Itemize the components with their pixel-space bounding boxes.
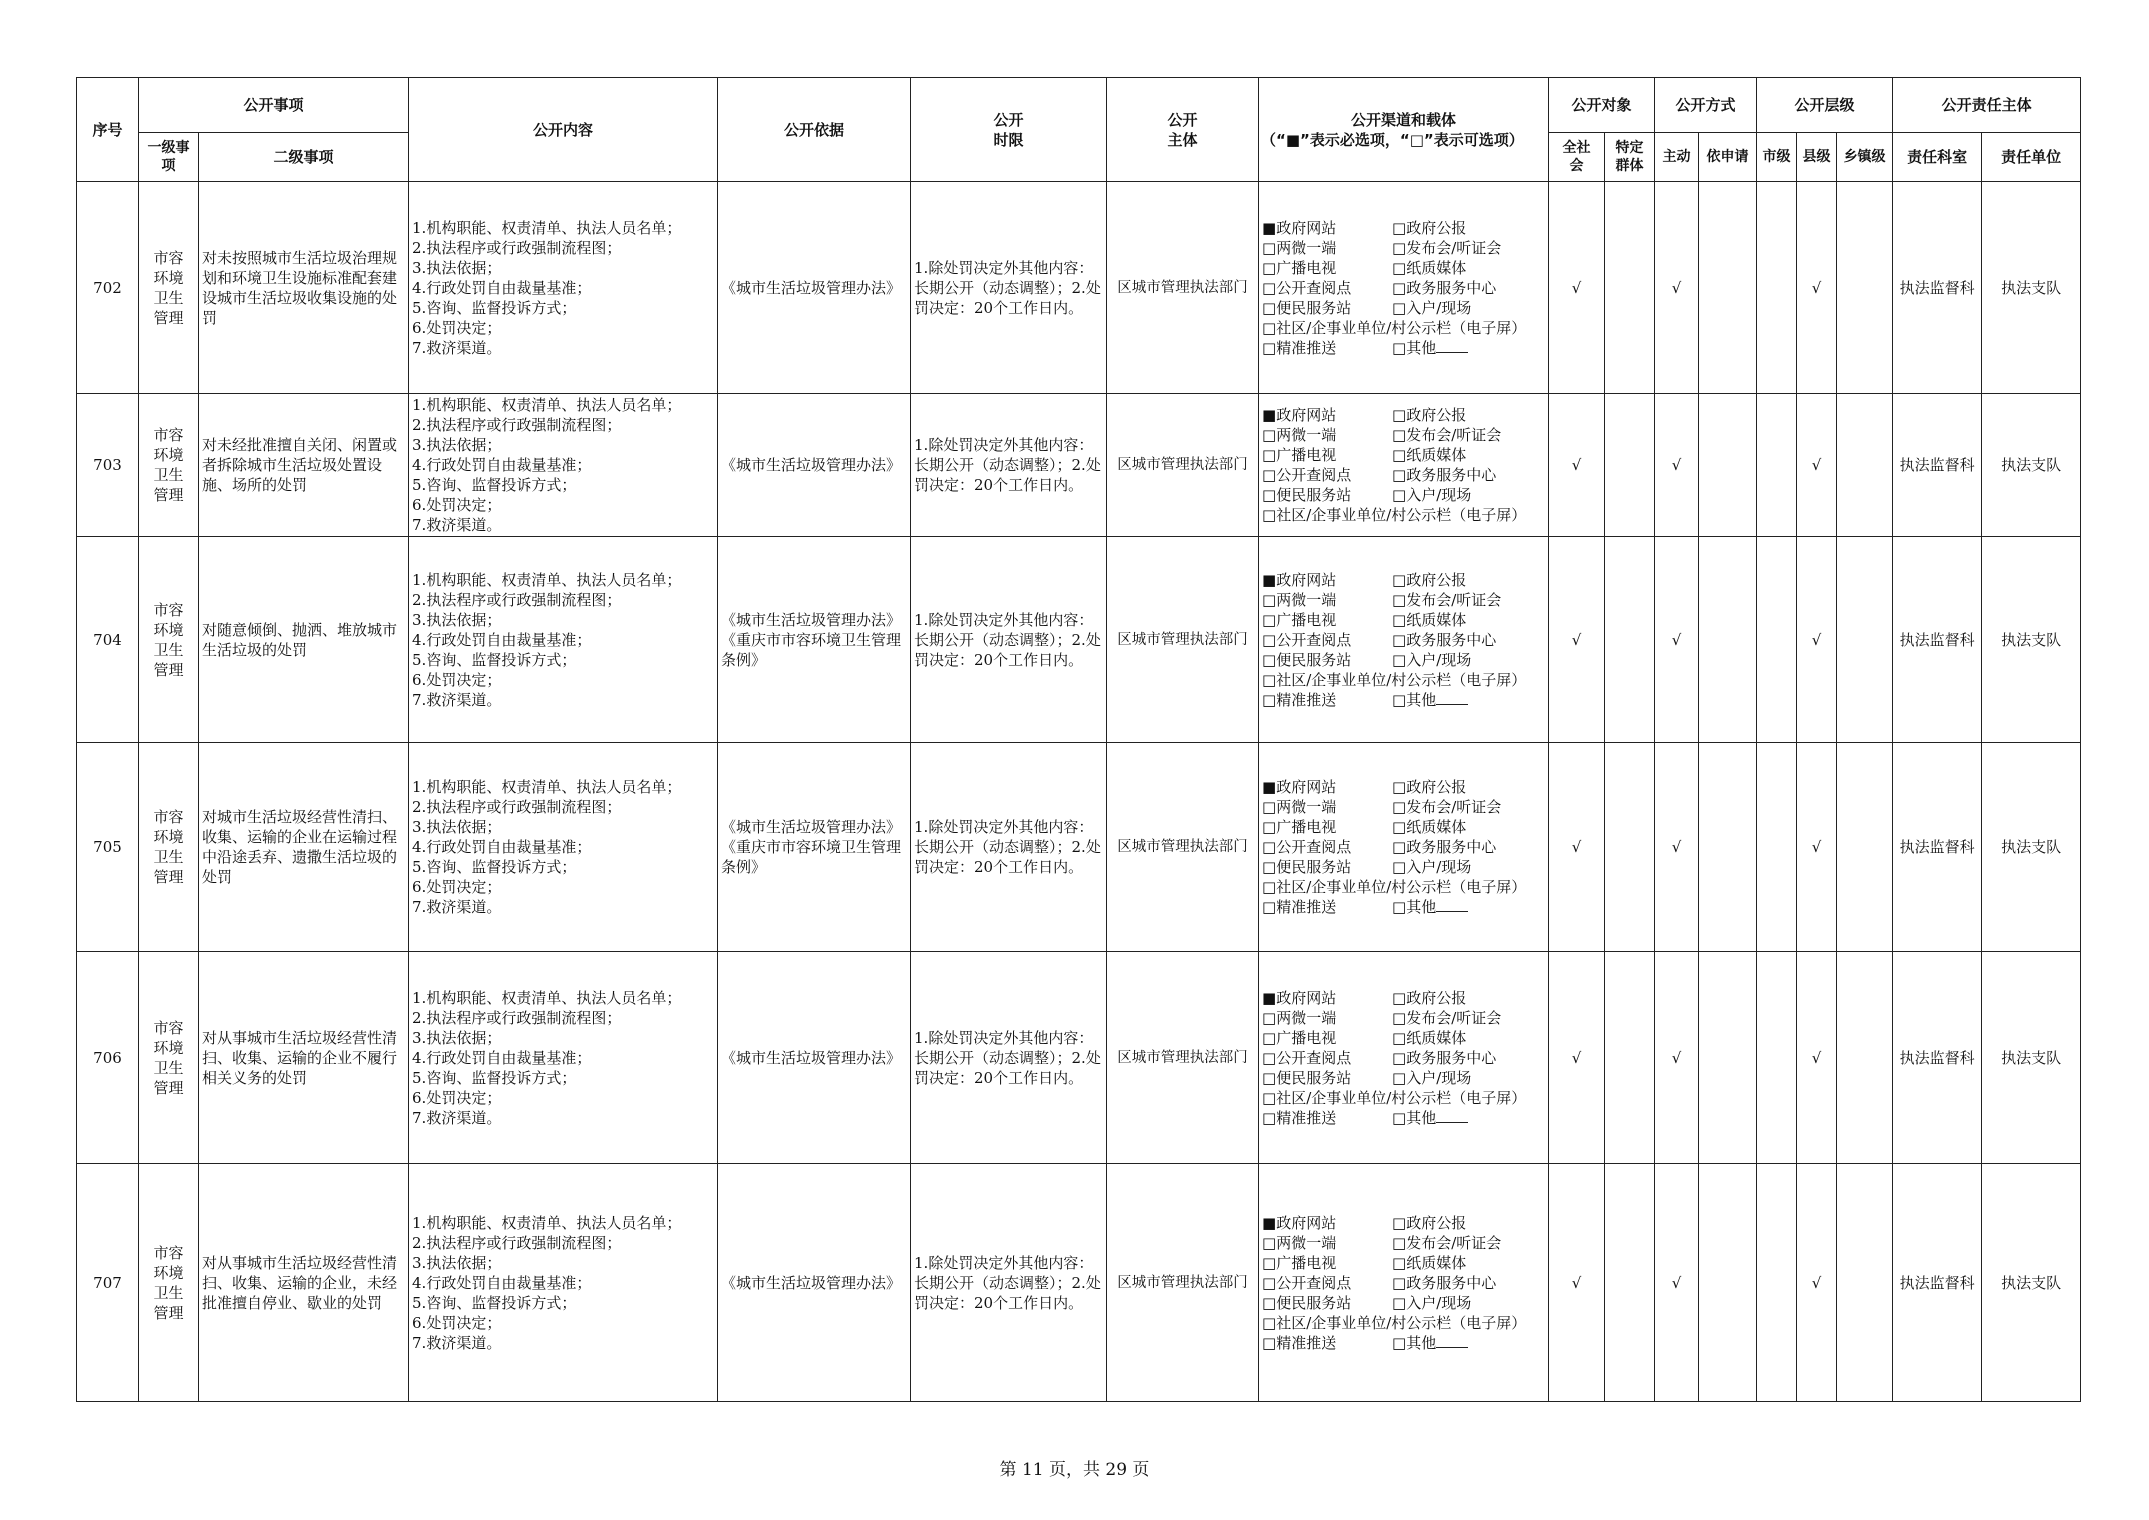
channel-option: □两微一端 bbox=[1262, 238, 1337, 257]
channel-grid bbox=[1262, 777, 1545, 917]
channel-option: □纸质媒体 bbox=[1392, 446, 1467, 464]
channel-option-push: □精准推送 bbox=[1262, 898, 1337, 916]
channel-option: □政府公报 bbox=[1392, 1213, 1467, 1232]
cell-level-town bbox=[1837, 952, 1893, 1164]
content-line: 5.咨询、监督投诉方式； bbox=[412, 650, 577, 669]
cell-channels bbox=[1259, 952, 1549, 1164]
cell-level1: 市容环境卫生管理 bbox=[139, 952, 199, 1164]
channel-option: □广播电视 bbox=[1262, 258, 1337, 277]
channel-option: □两微一端 bbox=[1262, 1233, 1337, 1252]
channel-option-board: □社区/企事业单位/村公示栏（电子屏） bbox=[1262, 878, 1527, 896]
cell-method-active: √ bbox=[1655, 1164, 1699, 1402]
content-line: 7.救济渠道。 bbox=[412, 1333, 502, 1352]
cell-subject: 区城市管理执法部门 bbox=[1107, 394, 1259, 537]
cell-limit: 1.除处罚决定外其他内容：长期公开（动态调整）；2.处罚决定：20个工作日内。 bbox=[911, 537, 1107, 743]
cell-target-specific bbox=[1605, 537, 1655, 743]
header-channel-title: 公开渠道和载体 bbox=[1351, 110, 1457, 129]
cell-seq: 702 bbox=[77, 182, 139, 394]
cell-channels bbox=[1259, 537, 1549, 743]
cell-level-county: √ bbox=[1797, 952, 1837, 1164]
header-resp-group: 公开责任主体 bbox=[1893, 78, 2081, 133]
channel-option: □政务服务中心 bbox=[1392, 630, 1497, 649]
channel-option: □公开查阅点 bbox=[1262, 630, 1352, 649]
header-seq: 序号 bbox=[77, 78, 139, 182]
channel-option: □纸质媒体 bbox=[1392, 1028, 1467, 1047]
cell-target-specific bbox=[1605, 743, 1655, 952]
content-line: 5.咨询、监督投诉方式； bbox=[412, 298, 577, 317]
channel-option: □纸质媒体 bbox=[1392, 818, 1467, 836]
channel-option: ■政府网站 bbox=[1262, 1213, 1337, 1232]
cell-level-county: √ bbox=[1797, 537, 1837, 743]
channel-grid bbox=[1262, 570, 1545, 710]
cell-content bbox=[409, 952, 718, 1164]
cell-subject: 区城市管理执法部门 bbox=[1107, 743, 1259, 952]
page-footer: 第 11 页，共 29 页 bbox=[999, 1460, 1150, 1480]
content-line: 5.咨询、监督投诉方式； bbox=[412, 858, 577, 876]
channel-option: □公开查阅点 bbox=[1262, 1048, 1352, 1067]
cell-method-active: √ bbox=[1655, 743, 1699, 952]
channel-option-board: □社区/企事业单位/村公示栏（电子屏） bbox=[1262, 1313, 1527, 1332]
content-line: 4.行政处罚自由裁量基准； bbox=[412, 1273, 592, 1292]
header-target-all: 全社会 bbox=[1549, 133, 1605, 182]
channel-grid bbox=[1262, 988, 1545, 1128]
channel-option: □入户/现场 bbox=[1392, 858, 1472, 876]
cell-content bbox=[409, 182, 718, 394]
cell-content bbox=[409, 394, 718, 537]
channel-option-push: □精准推送 bbox=[1262, 690, 1337, 709]
cell-subject: 区城市管理执法部门 bbox=[1107, 952, 1259, 1164]
content-line: 4.行政处罚自由裁量基准； bbox=[412, 630, 592, 649]
cell-level-county: √ bbox=[1797, 182, 1837, 394]
cell-basis: 《城市生活垃圾管理办法》《重庆市市容环境卫生管理条例》 bbox=[718, 743, 911, 952]
content-line: 4.行政处罚自由裁量基准； bbox=[412, 838, 592, 856]
channel-grid bbox=[1262, 405, 1545, 525]
cell-target-specific bbox=[1605, 1164, 1655, 1402]
content-line: 5.咨询、监督投诉方式； bbox=[412, 476, 577, 494]
cell-level2: 对未经批准擅自关闭、闲置或者拆除城市生活垃圾处置设施、场所的处罚 bbox=[199, 394, 409, 537]
channel-option-board: □社区/企事业单位/村公示栏（电子屏） bbox=[1262, 506, 1527, 524]
channel-option: ■政府网站 bbox=[1262, 778, 1337, 796]
channel-option: □便民服务站 bbox=[1262, 1068, 1352, 1087]
blank-line bbox=[1436, 1110, 1468, 1123]
table-row bbox=[77, 743, 2081, 952]
cell-content bbox=[409, 537, 718, 743]
cell-level-county: √ bbox=[1797, 394, 1837, 537]
cell-channels bbox=[1259, 394, 1549, 537]
cell-basis: 《城市生活垃圾管理办法》 bbox=[718, 952, 911, 1164]
header-subject: 公开主体 bbox=[1107, 78, 1259, 182]
channel-option: □入户/现场 bbox=[1392, 1293, 1472, 1312]
cell-level2: 对随意倾倒、抛洒、堆放城市生活垃圾的处罚 bbox=[199, 537, 409, 743]
channel-option: □政务服务中心 bbox=[1392, 466, 1497, 484]
channel-option-board: □社区/企事业单位/村公示栏（电子屏） bbox=[1262, 318, 1527, 337]
content-line: 1.机构职能、权责清单、执法人员名单； bbox=[412, 778, 682, 796]
cell-method-apply bbox=[1699, 182, 1757, 394]
channel-option-other: □其他 bbox=[1392, 338, 1542, 358]
cell-basis: 《城市生活垃圾管理办法》 bbox=[718, 394, 911, 537]
cell-target-all: √ bbox=[1549, 1164, 1605, 1402]
content-line: 4.行政处罚自由裁量基准； bbox=[412, 1048, 592, 1067]
cell-target-all: √ bbox=[1549, 743, 1605, 952]
cell-content bbox=[409, 743, 718, 952]
cell-level2: 对从事城市生活垃圾经营性清扫、收集、运输的企业，未经批准擅自停业、歇业的处罚 bbox=[199, 1164, 409, 1402]
cell-resp-dept: 执法监督科 bbox=[1893, 394, 1982, 537]
cell-subject: 区城市管理执法部门 bbox=[1107, 537, 1259, 743]
cell-resp-dept: 执法监督科 bbox=[1893, 1164, 1982, 1402]
channel-option: □发布会/听证会 bbox=[1392, 1008, 1502, 1027]
cell-resp-unit: 执法支队 bbox=[1982, 182, 2081, 394]
cell-level-city bbox=[1757, 743, 1797, 952]
cell-channels bbox=[1259, 1164, 1549, 1402]
header-basis: 公开依据 bbox=[718, 78, 911, 182]
cell-method-apply bbox=[1699, 1164, 1757, 1402]
content-line: 7.救济渠道。 bbox=[412, 516, 502, 534]
cell-level-county: √ bbox=[1797, 1164, 1837, 1402]
cell-resp-unit: 执法支队 bbox=[1982, 537, 2081, 743]
cell-method-active: √ bbox=[1655, 537, 1699, 743]
header-level-county: 县级 bbox=[1797, 133, 1837, 182]
channel-option-board: □社区/企事业单位/村公示栏（电子屏） bbox=[1262, 1088, 1527, 1107]
channel-option-board: □社区/企事业单位/村公示栏（电子屏） bbox=[1262, 670, 1527, 689]
header-item-group: 公开事项 bbox=[139, 78, 409, 133]
cell-seq: 703 bbox=[77, 394, 139, 537]
channel-option: □便民服务站 bbox=[1262, 1293, 1352, 1312]
cell-target-all: √ bbox=[1549, 952, 1605, 1164]
cell-level-city bbox=[1757, 537, 1797, 743]
channel-option: □广播电视 bbox=[1262, 818, 1337, 836]
channel-option: □便民服务站 bbox=[1262, 298, 1352, 317]
content-line: 3.执法依据； bbox=[412, 1253, 502, 1272]
table-row bbox=[77, 1164, 2081, 1402]
cell-level-city bbox=[1757, 1164, 1797, 1402]
table-row bbox=[77, 537, 2081, 743]
channel-option: □政府公报 bbox=[1392, 570, 1467, 589]
channel-option: □政务服务中心 bbox=[1392, 838, 1497, 856]
content-line: 7.救济渠道。 bbox=[412, 1108, 502, 1127]
header-limit: 公开时限 bbox=[911, 78, 1107, 182]
cell-level2: 对未按照城市生活垃圾治理规划和环境卫生设施标准配套建设城市生活垃圾收集设施的处罚 bbox=[199, 182, 409, 394]
header-level-group: 公开层级 bbox=[1757, 78, 1893, 133]
content-line: 2.执法程序或行政强制流程图； bbox=[412, 1233, 622, 1252]
channel-option: □两微一端 bbox=[1262, 798, 1337, 816]
cell-seq: 704 bbox=[77, 537, 139, 743]
header-content: 公开内容 bbox=[409, 78, 718, 182]
cell-method-apply bbox=[1699, 537, 1757, 743]
header-channel-note: （“■”表示必选项，“□”表示可选项） bbox=[1261, 130, 1524, 149]
cell-target-specific bbox=[1605, 952, 1655, 1164]
cell-subject: 区城市管理执法部门 bbox=[1107, 1164, 1259, 1402]
cell-level-city bbox=[1757, 952, 1797, 1164]
channel-option: □入户/现场 bbox=[1392, 1068, 1472, 1087]
channel-option: □两微一端 bbox=[1262, 1008, 1337, 1027]
channel-option: □广播电视 bbox=[1262, 1253, 1337, 1272]
content-line: 1.机构职能、权责清单、执法人员名单； bbox=[412, 988, 682, 1007]
blank-line bbox=[1436, 340, 1468, 353]
content-line: 3.执法依据； bbox=[412, 1028, 502, 1047]
channel-option: □政府公报 bbox=[1392, 218, 1467, 237]
cell-target-all: √ bbox=[1549, 182, 1605, 394]
blank-line bbox=[1436, 899, 1468, 912]
channel-option: □政府公报 bbox=[1392, 406, 1467, 424]
cell-limit: 1.除处罚决定外其他内容：长期公开（动态调整）；2.处罚决定：20个工作日内。 bbox=[911, 952, 1107, 1164]
cell-level1: 市容环境卫生管理 bbox=[139, 743, 199, 952]
cell-level1: 市容环境卫生管理 bbox=[139, 537, 199, 743]
channel-option: □广播电视 bbox=[1262, 610, 1337, 629]
blank-line bbox=[1436, 692, 1468, 705]
content-line: 7.救济渠道。 bbox=[412, 690, 502, 709]
cell-channels bbox=[1259, 743, 1549, 952]
channel-option: □公开查阅点 bbox=[1262, 838, 1352, 856]
cell-level-city bbox=[1757, 182, 1797, 394]
header-channel bbox=[1259, 78, 1549, 182]
content-line: 3.执法依据； bbox=[412, 818, 502, 836]
content-line: 6.处罚决定； bbox=[412, 318, 502, 337]
cell-limit: 1.除处罚决定外其他内容：长期公开（动态调整）；2.处罚决定：20个工作日内。 bbox=[911, 743, 1107, 952]
cell-seq: 706 bbox=[77, 952, 139, 1164]
cell-resp-dept: 执法监督科 bbox=[1893, 952, 1982, 1164]
content-line: 6.处罚决定； bbox=[412, 1088, 502, 1107]
cell-resp-dept: 执法监督科 bbox=[1893, 537, 1982, 743]
channel-option-push: □精准推送 bbox=[1262, 1108, 1337, 1127]
cell-resp-unit: 执法支队 bbox=[1982, 952, 2081, 1164]
content-line: 2.执法程序或行政强制流程图； bbox=[412, 416, 622, 434]
channel-option: □入户/现场 bbox=[1392, 486, 1472, 504]
cell-method-active: √ bbox=[1655, 394, 1699, 537]
channel-option: □政务服务中心 bbox=[1392, 278, 1497, 297]
table-row bbox=[77, 182, 2081, 394]
cell-level-town bbox=[1837, 1164, 1893, 1402]
content-line: 6.处罚决定； bbox=[412, 1313, 502, 1332]
content-line: 3.执法依据； bbox=[412, 258, 502, 277]
channel-option: □便民服务站 bbox=[1262, 858, 1352, 876]
cell-resp-unit: 执法支队 bbox=[1982, 743, 2081, 952]
cell-limit: 1.除处罚决定外其他内容：长期公开（动态调整）；2.处罚决定：20个工作日内。 bbox=[911, 1164, 1107, 1402]
cell-resp-unit: 执法支队 bbox=[1982, 394, 2081, 537]
content-line: 7.救济渠道。 bbox=[412, 338, 502, 357]
channel-grid bbox=[1262, 218, 1545, 358]
content-line: 2.执法程序或行政强制流程图； bbox=[412, 238, 622, 257]
channel-option: □广播电视 bbox=[1262, 446, 1337, 464]
cell-target-all: √ bbox=[1549, 394, 1605, 537]
cell-basis: 《城市生活垃圾管理办法》《重庆市市容环境卫生管理条例》 bbox=[718, 537, 911, 743]
cell-resp-unit: 执法支队 bbox=[1982, 1164, 2081, 1402]
channel-option: □公开查阅点 bbox=[1262, 466, 1352, 484]
channel-option: □纸质媒体 bbox=[1392, 610, 1467, 629]
cell-target-specific bbox=[1605, 394, 1655, 537]
content-line: 7.救济渠道。 bbox=[412, 898, 502, 916]
header-method-apply: 依申请 bbox=[1699, 133, 1757, 182]
content-line: 2.执法程序或行政强制流程图； bbox=[412, 798, 622, 816]
cell-level-city bbox=[1757, 394, 1797, 537]
cell-level1: 市容环境卫生管理 bbox=[139, 394, 199, 537]
cell-level2: 对从事城市生活垃圾经营性清扫、收集、运输的企业不履行相关义务的处罚 bbox=[199, 952, 409, 1164]
cell-content bbox=[409, 1164, 718, 1402]
channel-option-push: □精准推送 bbox=[1262, 338, 1337, 357]
cell-seq: 707 bbox=[77, 1164, 139, 1402]
channel-option: □政府公报 bbox=[1392, 988, 1467, 1007]
content-line: 2.执法程序或行政强制流程图； bbox=[412, 590, 622, 609]
header-level-city: 市级 bbox=[1757, 133, 1797, 182]
content-line: 6.处罚决定； bbox=[412, 670, 502, 689]
cell-method-apply bbox=[1699, 743, 1757, 952]
channel-option: □入户/现场 bbox=[1392, 650, 1472, 669]
channel-option: □入户/现场 bbox=[1392, 298, 1472, 317]
header-resp-dept: 责任科室 bbox=[1893, 133, 1982, 182]
cell-seq: 705 bbox=[77, 743, 139, 952]
channel-option-other: □其他 bbox=[1392, 1333, 1542, 1353]
cell-method-active: √ bbox=[1655, 182, 1699, 394]
cell-resp-dept: 执法监督科 bbox=[1893, 743, 1982, 952]
content-line: 2.执法程序或行政强制流程图； bbox=[412, 1008, 622, 1027]
table-row bbox=[77, 394, 2081, 537]
channel-option: □广播电视 bbox=[1262, 1028, 1337, 1047]
cell-limit: 1.除处罚决定外其他内容：长期公开（动态调整）；2.处罚决定：20个工作日内。 bbox=[911, 182, 1107, 394]
blank-line bbox=[1436, 1335, 1468, 1348]
content-line: 5.咨询、监督投诉方式； bbox=[412, 1293, 577, 1312]
channel-option: □发布会/听证会 bbox=[1392, 426, 1502, 444]
cell-subject: 区城市管理执法部门 bbox=[1107, 182, 1259, 394]
table-body bbox=[77, 182, 2081, 1402]
header-target-specific: 特定群体 bbox=[1605, 133, 1655, 182]
header-resp-unit: 责任单位 bbox=[1982, 133, 2081, 182]
cell-method-apply bbox=[1699, 394, 1757, 537]
channel-option: □便民服务站 bbox=[1262, 650, 1352, 669]
content-line: 3.执法依据； bbox=[412, 610, 502, 629]
cell-target-specific bbox=[1605, 182, 1655, 394]
table-row bbox=[77, 952, 2081, 1164]
channel-option: □发布会/听证会 bbox=[1392, 798, 1502, 816]
channel-option: □发布会/听证会 bbox=[1392, 1233, 1502, 1252]
content-line: 3.执法依据； bbox=[412, 436, 502, 454]
disclosure-table bbox=[76, 77, 2081, 1402]
header-level1: 一级事项 bbox=[139, 133, 199, 182]
content-line: 6.处罚决定； bbox=[412, 496, 502, 514]
cell-level-town bbox=[1837, 743, 1893, 952]
cell-basis: 《城市生活垃圾管理办法》 bbox=[718, 182, 911, 394]
header-method-group: 公开方式 bbox=[1655, 78, 1757, 133]
channel-option: □便民服务站 bbox=[1262, 486, 1352, 504]
channel-option: □两微一端 bbox=[1262, 590, 1337, 609]
cell-level-town bbox=[1837, 394, 1893, 537]
channel-option: ■政府网站 bbox=[1262, 218, 1337, 237]
channel-option-push: □精准推送 bbox=[1262, 1333, 1337, 1352]
content-line: 6.处罚决定； bbox=[412, 878, 502, 896]
header-target-group: 公开对象 bbox=[1549, 78, 1655, 133]
table-header bbox=[77, 78, 2081, 182]
cell-level2: 对城市生活垃圾经营性清扫、收集、运输的企业在运输过程中沿途丢弃、遗撒生活垃圾的处罚 bbox=[199, 743, 409, 952]
cell-level1: 市容环境卫生管理 bbox=[139, 182, 199, 394]
content-line: 4.行政处罚自由裁量基准； bbox=[412, 278, 592, 297]
header-level-town: 乡镇级 bbox=[1837, 133, 1893, 182]
channel-option: ■政府网站 bbox=[1262, 988, 1337, 1007]
header-level2: 二级事项 bbox=[199, 133, 409, 182]
cell-level-town bbox=[1837, 182, 1893, 394]
content-line: 1.机构职能、权责清单、执法人员名单； bbox=[412, 218, 682, 237]
channel-option: □公开查阅点 bbox=[1262, 1273, 1352, 1292]
channel-option: □纸质媒体 bbox=[1392, 258, 1467, 277]
cell-level-county: √ bbox=[1797, 743, 1837, 952]
channel-option: □政务服务中心 bbox=[1392, 1273, 1497, 1292]
channel-option: □政务服务中心 bbox=[1392, 1048, 1497, 1067]
cell-method-apply bbox=[1699, 952, 1757, 1164]
channel-option-other: □其他 bbox=[1392, 1108, 1542, 1128]
channel-option: □发布会/听证会 bbox=[1392, 238, 1502, 257]
channel-option: □纸质媒体 bbox=[1392, 1253, 1467, 1272]
cell-limit: 1.除处罚决定外其他内容：长期公开（动态调整）；2.处罚决定：20个工作日内。 bbox=[911, 394, 1107, 537]
channel-option: ■政府网站 bbox=[1262, 406, 1337, 424]
content-line: 1.机构职能、权责清单、执法人员名单； bbox=[412, 396, 682, 414]
content-line: 4.行政处罚自由裁量基准； bbox=[412, 456, 592, 474]
cell-method-active: √ bbox=[1655, 952, 1699, 1164]
content-line: 1.机构职能、权责清单、执法人员名单； bbox=[412, 1213, 682, 1232]
cell-target-all: √ bbox=[1549, 537, 1605, 743]
cell-channels bbox=[1259, 182, 1549, 394]
channel-option: □两微一端 bbox=[1262, 426, 1337, 444]
channel-option: ■政府网站 bbox=[1262, 570, 1337, 589]
cell-resp-dept: 执法监督科 bbox=[1893, 182, 1982, 394]
channel-option-other: □其他 bbox=[1392, 897, 1542, 917]
channel-option: □政府公报 bbox=[1392, 778, 1467, 796]
channel-option: □公开查阅点 bbox=[1262, 278, 1352, 297]
cell-basis: 《城市生活垃圾管理办法》 bbox=[718, 1164, 911, 1402]
cell-level-town bbox=[1837, 537, 1893, 743]
content-line: 5.咨询、监督投诉方式； bbox=[412, 1068, 577, 1087]
channel-grid bbox=[1262, 1213, 1545, 1353]
cell-level1: 市容环境卫生管理 bbox=[139, 1164, 199, 1402]
header-method-active: 主动 bbox=[1655, 133, 1699, 182]
channel-option-other: □其他 bbox=[1392, 690, 1542, 710]
channel-option: □发布会/听证会 bbox=[1392, 590, 1502, 609]
content-line: 1.机构职能、权责清单、执法人员名单； bbox=[412, 570, 682, 589]
